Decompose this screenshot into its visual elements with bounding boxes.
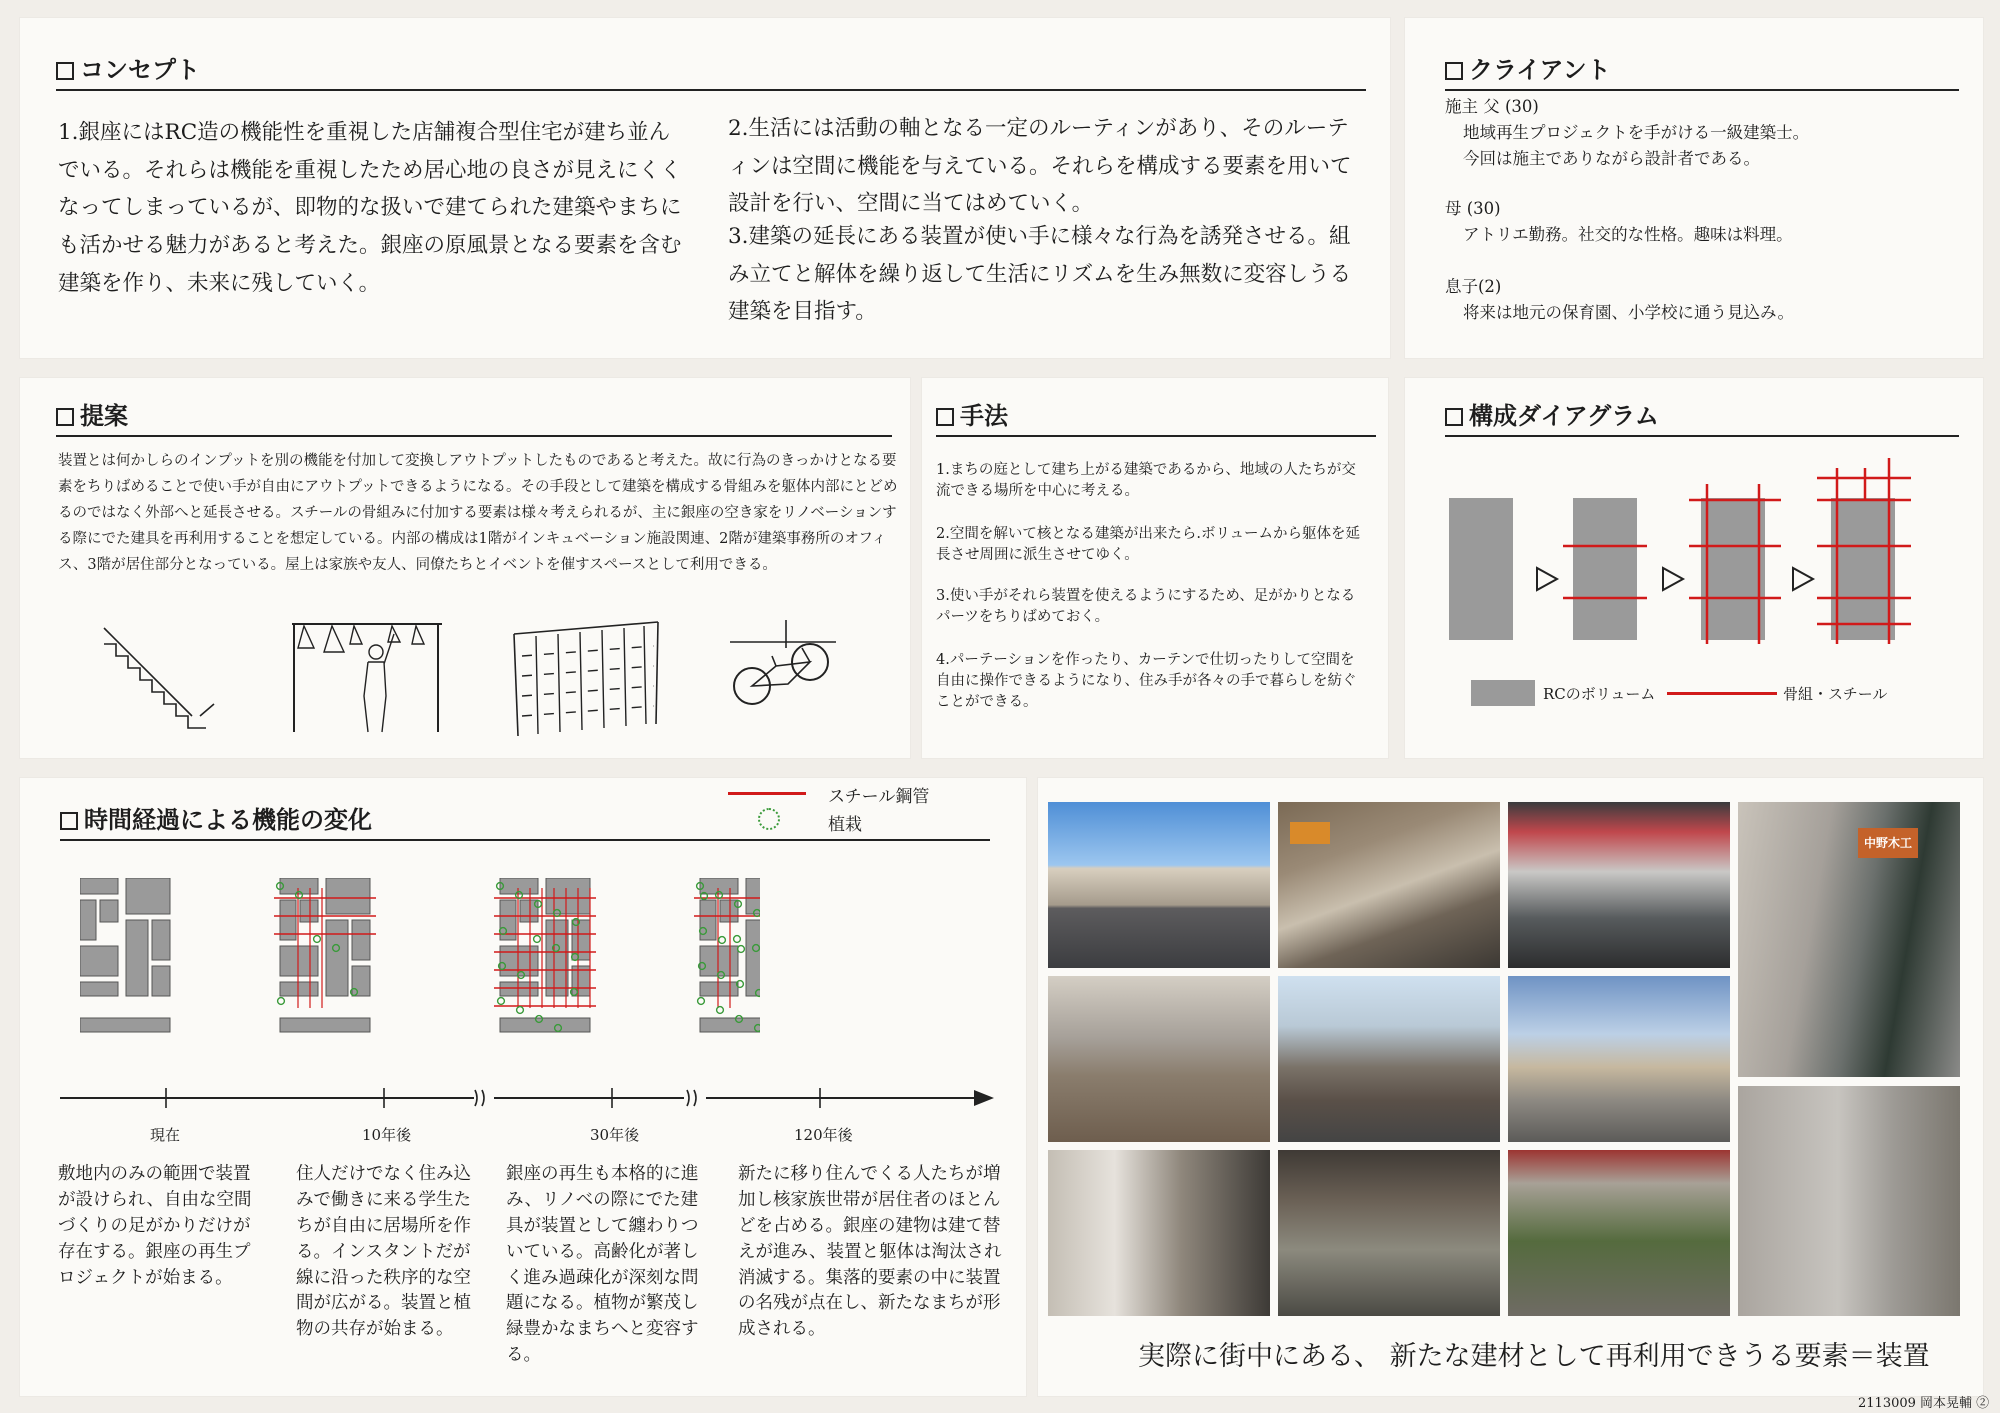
diagram-heading-text: 構成ダイアグラム	[1469, 401, 1659, 430]
checkbox-icon	[1445, 62, 1463, 80]
legend-volume-swatch	[1471, 680, 1535, 706]
plant-mark	[717, 1007, 724, 1014]
checkbox-icon	[60, 812, 78, 830]
building-block	[126, 920, 148, 996]
checkbox-icon	[936, 408, 954, 426]
building-block	[352, 920, 370, 960]
timeline-heading-text: 時間経過による機能の変化	[84, 805, 372, 834]
plant-mark	[698, 998, 705, 1005]
client-heading-text: クライアント	[1469, 55, 1611, 84]
legend-steel-line	[728, 792, 806, 795]
method-item-1: 1.まちの庭として建ち上がる建築であるから、地域の人たちが交流できる場所を中心に考える。	[936, 462, 1356, 500]
time-label-now: 現在	[150, 1126, 181, 1144]
client-son-title: 息子(2)	[1445, 277, 1502, 296]
grid-panel-sketch	[508, 614, 668, 744]
building-block	[80, 982, 118, 996]
orange-sign	[1290, 822, 1330, 844]
building-block	[280, 946, 318, 976]
client-father-line-1: 地域再生プロジェクトを手がける一級建築士。	[1463, 123, 1810, 142]
method-item-3: 3.使い手がそれら装置を使えるようにするため、足がかりとなるパーツをちりばめておく。	[936, 588, 1356, 626]
plant-mark	[534, 936, 541, 943]
site-plan-stage-2	[274, 878, 376, 1032]
building-block	[326, 920, 348, 996]
site-plans	[80, 878, 760, 1048]
building-block	[546, 878, 590, 914]
plant-mark	[734, 936, 741, 943]
building-block	[326, 878, 370, 914]
composition-diagram	[1441, 448, 1961, 648]
footer-id: 2113009 岡本晃輔 ②	[1858, 1396, 1990, 1411]
photo-shutter-storefront	[1048, 976, 1270, 1142]
method-panel	[922, 378, 1388, 758]
plant-mark	[719, 937, 726, 944]
client-mother-line-1: アトリエ勤務。社交的な性格。趣味は料理。	[1463, 225, 1793, 244]
checkbox-icon	[56, 408, 74, 426]
building-block	[546, 920, 568, 996]
plant-icon	[758, 808, 780, 830]
building-block	[352, 966, 370, 996]
photo-shutter-side	[1738, 1086, 1960, 1316]
method-item-4: 4.パーテーションを作ったり、カーテンで仕切ったりして空間を自由に操作できるようになり、住み手が各々の手で暮らしを紡ぐことができる。	[936, 652, 1357, 711]
timeline-text-now: 敷地内のみの範囲で装置が設けられ、自由な空間づくりの足がかりだけが存在する。銀座の再生プロジェクトが始まる。	[58, 1164, 252, 1288]
photo-caption: 実際に街中にある、 新たな建材として再利用できうる要素＝装置	[1138, 1341, 1930, 1372]
shop-sign-board: 中野木工	[1858, 828, 1918, 858]
building-block	[700, 1018, 760, 1032]
hanging-rack-sketch	[282, 614, 462, 744]
building-block	[152, 966, 170, 996]
building-block	[746, 878, 760, 914]
building-block	[80, 946, 118, 976]
building-block	[746, 920, 760, 996]
building-block	[500, 1018, 590, 1032]
time-label-120y: 120年後	[794, 1126, 853, 1144]
client-panel	[1405, 18, 1983, 358]
photo-covered-alley	[1508, 802, 1730, 968]
legend-frame-swatch	[1667, 692, 1777, 695]
proposal-panel	[20, 378, 910, 758]
timeline-text-120y: 新たに移り住んでくる人たちが増加し核家族世帯が居住者のほとんどを占める。銀座の建物は建て替えが進み、装置と躯体は淘汰され消滅する。集落的要素の中に装置の名残が点在し、新たなまちが形成される。	[738, 1164, 1002, 1340]
checkbox-icon	[1445, 408, 1463, 426]
method-heading-text: 手法	[960, 401, 1008, 430]
photo-street-sky	[1048, 802, 1270, 968]
photo-panel	[1038, 778, 1983, 1396]
building-block	[500, 982, 538, 996]
legend-plant-label: 植栽	[828, 815, 862, 835]
building-block	[152, 920, 170, 960]
concept-paragraph-2: 2.生活には活動の軸となる一定のルーティンがあり、そのルーティンは空間に機能を与えている。それらを構成する要素を用いて設計を行い、空間に当てはめていく。	[728, 116, 1352, 217]
diagram-panel	[1405, 378, 1983, 758]
plant-mark	[278, 998, 285, 1005]
photo-arcade-sign	[1278, 802, 1500, 968]
proposal-heading	[56, 396, 892, 437]
concept-heading-text: コンセプト	[80, 55, 200, 84]
plant-mark	[314, 936, 321, 943]
client-heading	[1445, 50, 1959, 91]
proposal-heading-text: 提案	[80, 401, 128, 430]
checkbox-icon	[56, 62, 74, 80]
client-father-line-2: 今回は施主でありながら設計者である。	[1463, 149, 1760, 168]
client-son-line-1: 将来は地元の保育園、小学校に通う見込み。	[1463, 303, 1794, 322]
building-block	[126, 878, 170, 914]
concept-panel	[20, 18, 1390, 358]
timeline-panel	[20, 778, 1026, 1396]
plant-mark	[738, 946, 745, 953]
client-mother-title: 母 (30)	[1445, 199, 1501, 218]
proposal-body: 装置とは何かしらのインプットを別の機能を付加して変換しアウトプットしたものであると考えた。故に行為のきっかけとなる要素をちりばめることで使い手が自由にアウトプットできるようになる。その手段として建築を構成する骨組みを躯体内部にとどめるのではなく外部へと延長させる。スチールの骨組みに付加する要素は様々考えられるが、主に銀座の空き家をリノベーションする際にでた建具を再利用することを想定している。内部の構成は1階がインキュベーション施設関連、2階が建築事務所のオフィス、3階が居住部分となっている。屋上は家族や友人、同僚たちとイベントを催すスペースとして利用できる。	[58, 453, 898, 574]
stairs-sketch	[96, 616, 226, 736]
building-block	[80, 1018, 170, 1032]
timeline-text-10y: 住人だけでなく住み込みで働きに来る学生たちが自由に居場所を作る。インスタントだが線に沿った秩序的な空間が広がる。装置と植物の共存が始まる。	[296, 1164, 471, 1340]
client-father-title: 施主 父 (30)	[1445, 97, 1539, 116]
photo-covered-walkway	[1278, 1150, 1500, 1316]
building-block	[700, 982, 738, 996]
bicycle-sketch	[726, 618, 846, 728]
building-block	[300, 900, 318, 922]
building-block	[280, 1018, 370, 1032]
building-block	[80, 900, 96, 940]
method-heading	[936, 396, 1376, 437]
building-block	[280, 982, 318, 996]
concept-paragraph-3: 3.建築の延長にある装置が使い手に様々な行為を誘発させる。組み立てと解体を繰り返して生活にリズムを生み無数に変容しうる建築を目指す。	[728, 224, 1352, 325]
concept-heading	[56, 50, 1366, 91]
photo-overgrown-shop	[1508, 1150, 1730, 1316]
concept-paragraph-1: 1.銀座にはRC造の機能性を重視した店舗複合型住宅が建ち並んでいる。それらは機能を重視したため居心地の良さが見えにくくなってしまっているが、即物的な扱いで建てられた建築やまちにも活かせる魅力があると考えた。銀座の原風景となる要素を含む建築を作り、未来に残していく。	[58, 120, 682, 296]
building-block	[100, 900, 118, 922]
site-plan-stage-1	[80, 878, 170, 1032]
timeline-text-30y: 銀座の再生も本格的に進み、リノベの際にでた建具が装置として纏わりついている。高齢化が著しく進み過疎化が深刻な問題になる。植物が繁茂し緑豊かなまちへと変容する。	[506, 1164, 699, 1366]
legend-frame-label: 骨組・スチール	[1783, 685, 1888, 703]
photo-awning-building	[1278, 976, 1500, 1142]
time-label-10y: 10年後	[362, 1126, 412, 1144]
legend-steel-label: スチール鋼管	[828, 787, 930, 807]
legend-volume-label: RCのボリューム	[1543, 685, 1656, 703]
method-item-2: 2.空間を解いて核となる建築が出来たら.ボリュームから躯体を延長させ周囲に派生させてゆく。	[936, 526, 1361, 564]
plant-mark	[517, 1007, 524, 1014]
diagram-heading	[1445, 396, 1959, 437]
building-block	[80, 878, 118, 894]
photo-parking-lot	[1508, 976, 1730, 1142]
time-axis	[54, 1078, 1004, 1118]
site-plan-stage-3	[494, 878, 596, 1032]
time-label-30y: 30年後	[590, 1126, 640, 1144]
plant-mark	[498, 998, 505, 1005]
photo-building-corner	[1048, 1150, 1270, 1316]
photo-sidewalk-shop	[1738, 802, 1960, 1077]
site-plan-stage-4	[694, 878, 760, 1032]
